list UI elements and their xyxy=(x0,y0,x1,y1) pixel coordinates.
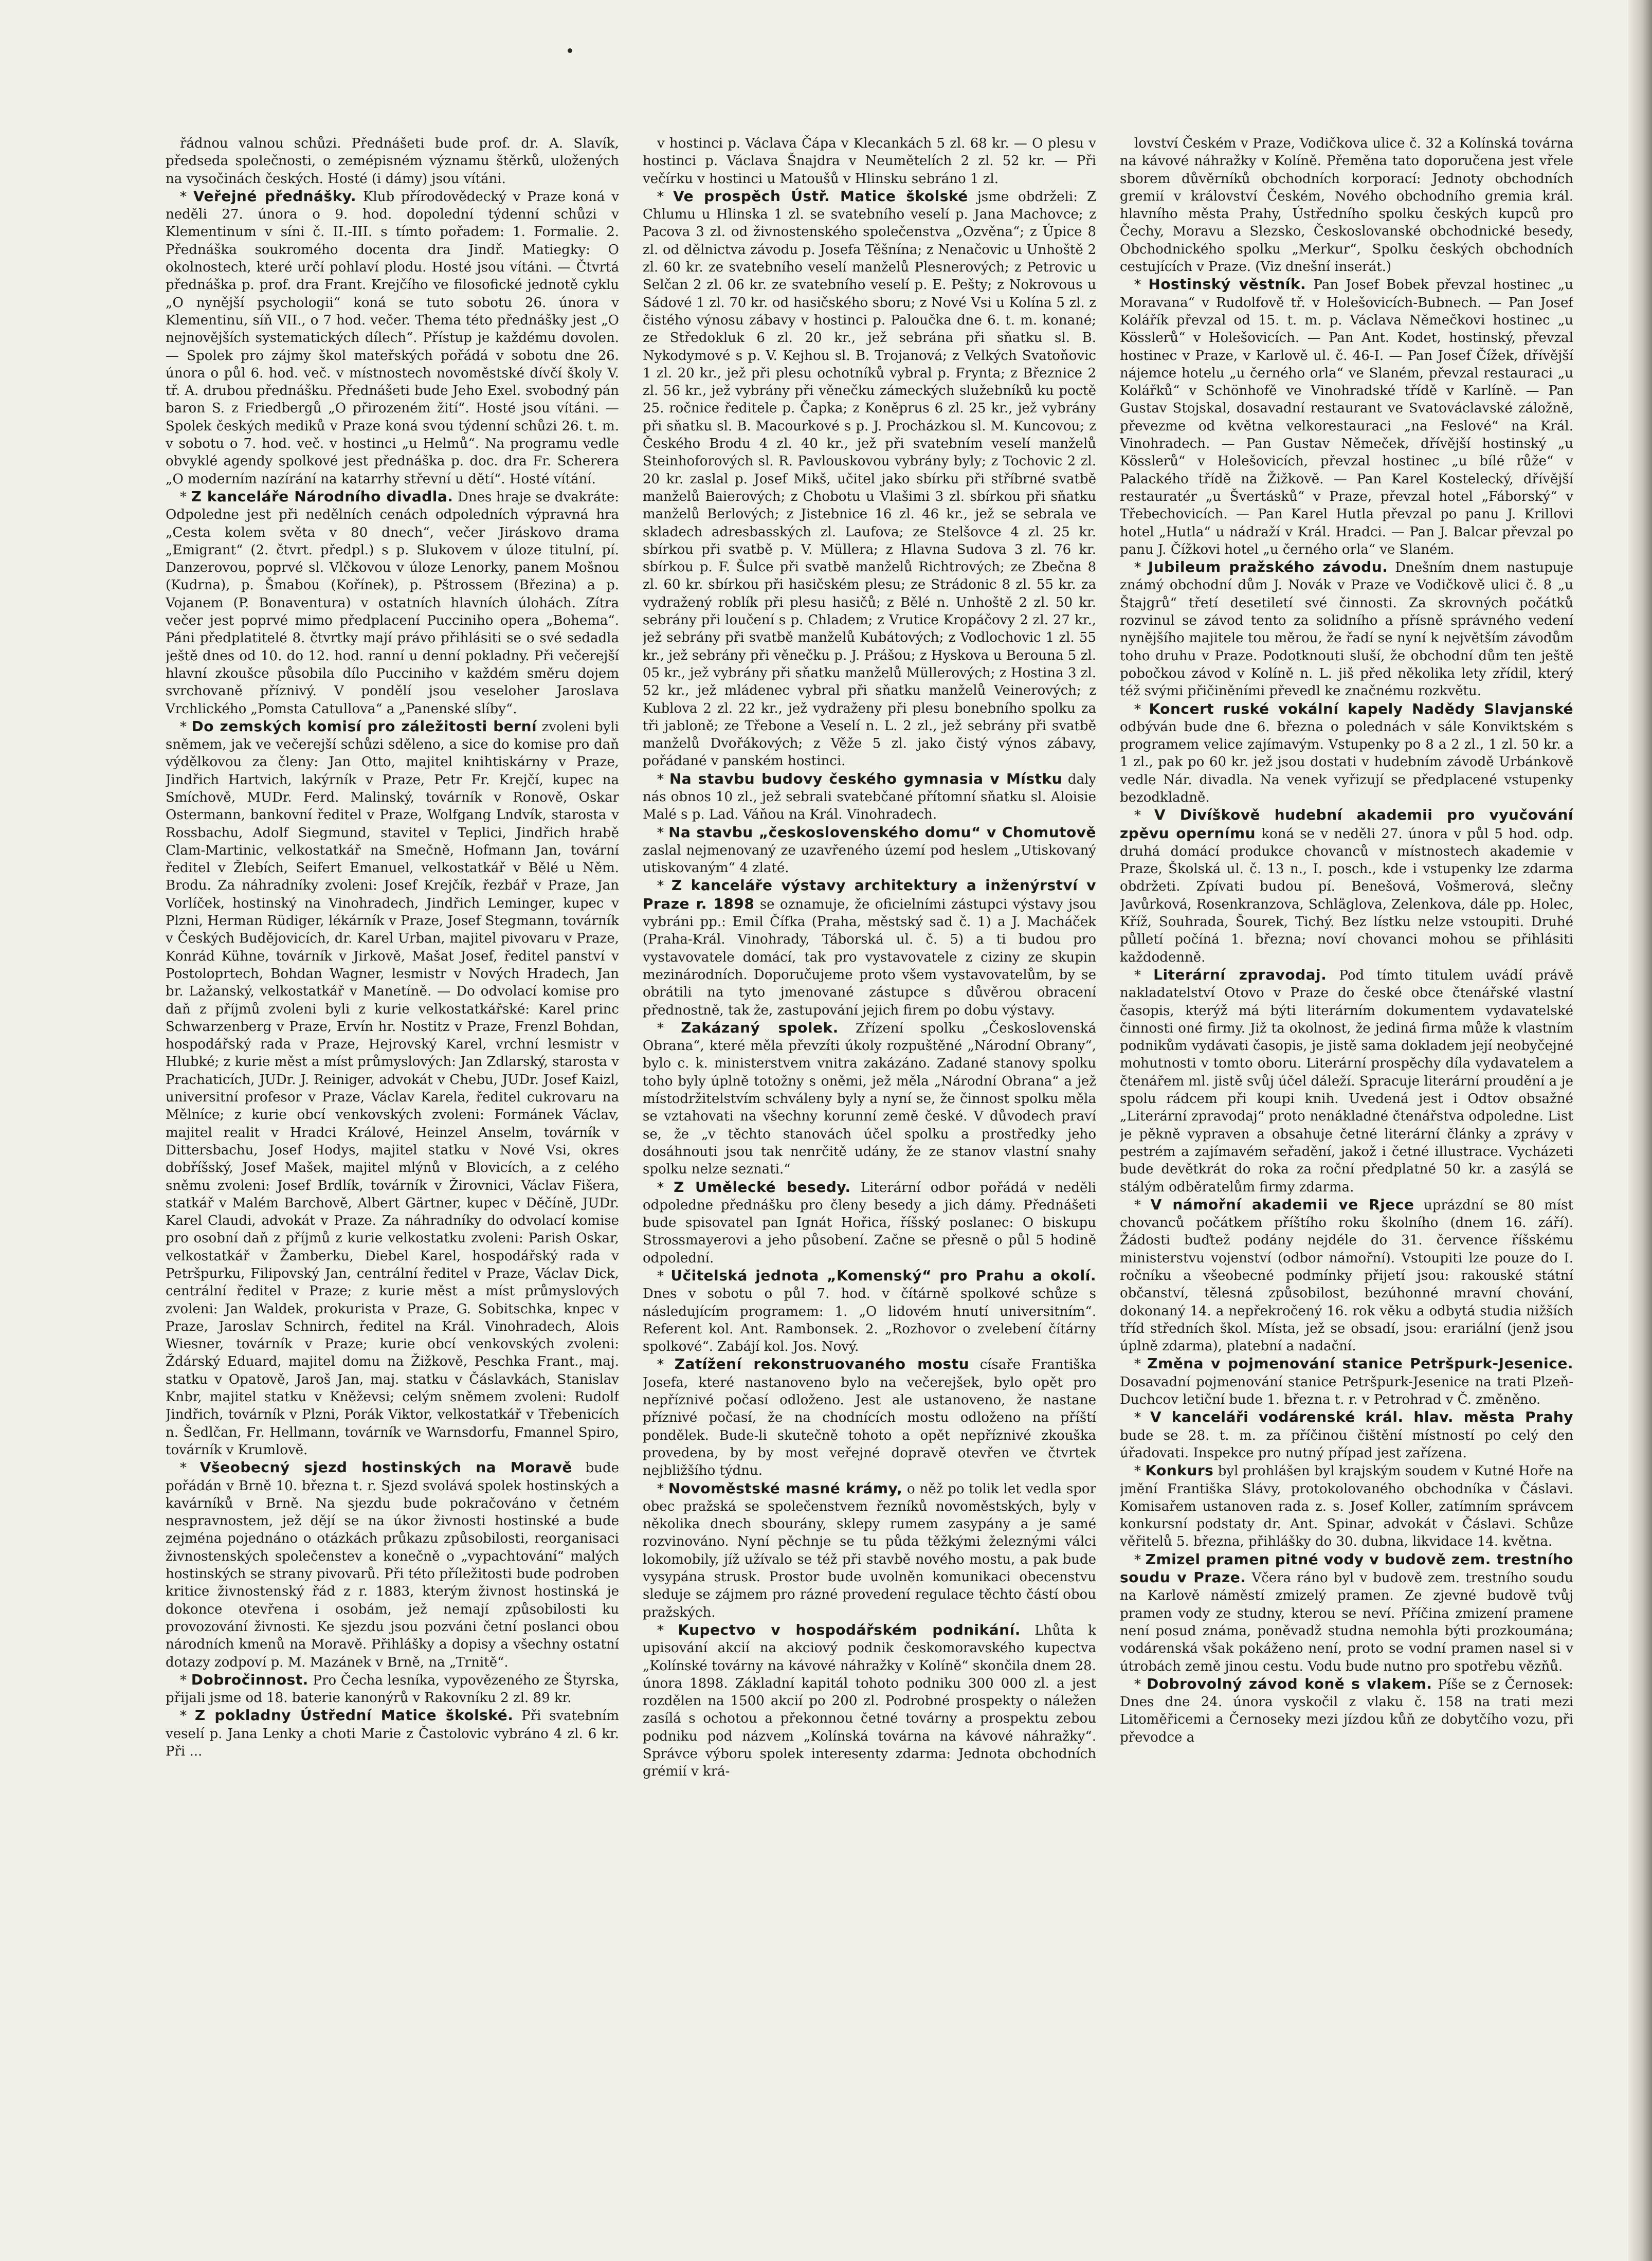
news-paragraph: * Konkurs byl prohlášen byl krajským soudem v Kutné Hoře na jmění Františka Slávy, protokolovaného obchodníka v Čáslavi. Komisařem ustanoven rada z. s. Josef Koller, zatímním správcem konkursní podstaty dr. Ant. Spinar, advokát v Čáslavi. Schůze věřitelů 5. března, přihlášky do 30. dubna, likvidace 14. května. xyxy=(1120,1462,1573,1550)
news-heading: Hostinský věstník. xyxy=(1148,276,1306,293)
news-text: v hostinci p. Václava Čápa v Klecankách 5 zl. 68 kr. — O plesu v hostinci p. Václava Šnajdra v Neumětelích 2 zl. 52 kr. — Při večírku v hostinci u Matoušů v Hlinsku sebráno 1 zl. xyxy=(643,136,1096,187)
column-middle xyxy=(643,135,1096,2238)
news-text: odbýván bude dne 6. března o polednách v sále Konviktském s programem velice zajímavým. Vstupenky po 8 a 2 zl., 1 zl. 50 kr. a 1 zl., pak po 60 kr. jež jsou dostati v hudebním závodě Urbánkově vedle Nár. divadla. Na venek vyřizují se předplacené vstupenky bezodkladně. xyxy=(1120,719,1573,805)
news-heading: Zakázaný spolek. xyxy=(681,1019,839,1036)
news-paragraph: * Z Umělecké besedy. Literární odbor pořádá v neděli odpoledne přednášku pro členy besedy a jich dámy. Přednášeti bude spisovatel pan Ignát Hořica, říšský poslanec: O biskupu Strossmayerovi a jeho působení. Začne se přesně o půl 5 hodině odpolední. xyxy=(643,1178,1096,1266)
news-paragraph: * Zmizel pramen pitné vody v budově zem. trestního soudu v Praze. Včera ráno byl v budově zem. trestního soudu na Karlově náměstí zmizelý pramen. Ze zjevné budově tvůj pramen vody ze studny, kterou se neví. Příčina zmizení pramene není posud známa, poněvadž studna nemohla býti prozkoumána; vodárenská však pokáženo není, proto se vodní pramen nasel si v útrobách země jinou cestu. Vodu bude nutno pro spotřebu vězňů. xyxy=(1120,1550,1573,1674)
news-text: Dnes v sobotu o půl 7. hod. v čítárně spolkové schůze s následujícím programem: 1. „O lidovém hnutí universitním“. Referent kol. Ant. Rambonsek. 2. „Rozhovor o zvelebení čítárny spolkové“. Zabájí kol. Jos. Nový. xyxy=(643,1286,1096,1355)
news-text: Dnešním dnem nastupuje známý obchodní dům J. Novák v Praze ve Vodičkově ulici č. 8 „u Štajgrů“ třetí desetiletí své činnosti. Za skrovných počátků rozvinul se závod tento za solidního a přísně správného vedení nynějšího majitele tou měrou, že řadí se nyní k největším závodům toho druhu v Praze. Podotknouti sluší, že obchodní dům ten ještě pobočkou závod v Kolíně n. L. jiš před několika lety zřídil, který též svými přičiněními převedl ke značnému rozkvětu. xyxy=(1120,560,1573,699)
news-paragraph: * Na stavbu budovy českého gymnasia v Místku daly nás obnos 10 zl., jež sebrali svatebčané přítomní sňatku sl. Aloisie Malé s p. Lad. Váňou na Král. Vinohradech. xyxy=(643,770,1096,823)
news-heading: Jubileum pražského závodu. xyxy=(1148,558,1388,576)
news-paragraph: * Zatížení rekonstruovaného mostu císaře Františka Josefa, které nastanoveno bylo na večerejšek, bylo opět pro nepříznivé počasí odloženo. Jest ale ustanoveno, že nastane příznivé počasí, že na chodnících mostu odloženo na příští pondělek. Bude-li skutečně tohoto a opět nepříznivé zkouška provedena, by by most veřejné dopravě otevřen ve čtvrtek nejbližšího týdnu. xyxy=(643,1355,1096,1479)
news-text: bude pořádán v Brně 10. března t. r. Sjezd svolává spolek hostinských a kavárníků v Brně. Na sjezdu bude pokračováno v četném nespravnostem, jež dějí se na úkor živnosti hostinské a bude zejména pojednáno o otázkách průkazu způsobilosti, reorganisaci živnostenských společenstev a konečně o „vypachtování“ malých hostinských se strany pivovarů. Při této příležitosti bude podroben kritice živnostenský řád z r. 1883, kterým živnost hostinská je dokonce otevřena i osobám, jež nemají způsobilosti ku provozování živnosti. Ke sjezdu jsou pozváni četní poslanci obou národních kmenů na Moravě. Přihlášky a dopisy a všechny ostatní dotazy zodpoví p. M. Mazánek v Brně, na „Trnitě“. xyxy=(166,1460,619,1670)
news-heading: Novoměstské masné krámy, xyxy=(668,1479,903,1497)
news-text: Lhůta k upisování akcií na akciový podnik českomoravského kupectva „Kolínské továrny na kávové náhražky v Kolíně“ skončila dnem 28. února 1898. Základní kapitál tohoto podniku 300 000 zl. a jest rozdělen na 1500 akcií po 200 zl. Podrobné prospekty o náležen zasílá s ochotou a překonnou četné továrny a prospektu zebou podniku pod názvem „Kolínská továrna na kávové náhražky“. Správce výboru spolek interesenty zdarma: Jednota obchodních grémií v krá- xyxy=(643,1622,1096,1780)
news-paragraph xyxy=(1120,135,1573,276)
news-heading: Z Umělecké besedy. xyxy=(674,1178,851,1196)
news-paragraph: * Koncert ruské vokální kapely Nadědy Slavjanské odbýván bude dne 6. března o polednách v sále Konviktském s programem velice zajímavým. Vstupenky po 8 a 2 zl., 1 zl. 50 kr. a 1 zl., pak po 60 kr. jež jsou dostati v hudebním závodě Urbánkově vedle Nár. divadla. Na venek vyřizují se předplacené vstupenky bezodkladně. xyxy=(1120,700,1573,805)
news-text: bude se 28. t. m. za příčinou čištění místností po celý den úřadovati. Inspekce pro nutný případ jest zařízena. xyxy=(1120,1427,1573,1461)
news-heading: Učitelská jednota „Komenský“ pro Prahu a okolí. xyxy=(670,1267,1096,1284)
news-paragraph: * Zakázaný spolek. Zřízení spolku „Československá Obrana“, které měla převzíti úkoly rozpuštěné „Národní Obrany“, bylo c. k. ministerstvem vnitra zakázáno. Zadané stanovy spolku toho byly úplně totožny s oněmi, jež měla „Národní Obrana“ a jež místodržitelstvím schváleny byly a nyní se, že činnost spolku měla se vztahovati na všechny korunní země české. V důvodech praví se, že „v těchto stanovách účel spolku a prostředky jeho dosáhnouti jsou tak nenrčitě udány, že ze stanov vlastní snahy spolku nelze seznati.“ xyxy=(643,1019,1096,1178)
news-text: jsme obdrželi: Z Chlumu u Hlinska 1 zl. se svatebního veselí p. Jana Machovce; z Pacova 3 zl. od živnostenského společenstva „Ozvěna“; z Úpice 8 zl. od dělnictva závodu p. Josefa Těšnína; z Nenačovic u Unhoště 2 zl. 60 kr. ze svatebního veselí manželů Plesnerových; z Petrovic u Selčan 2 zl. 06 kr. ze svatebního veselí p. E. Pešty; z Nokrovous u Sádové 1 zl. 70 kr. od hasičského sboru; z Nové Vsi u Kolína 5 zl. z čistého výnosu zábavy v hostinci p. Paloučka dne 6. t. m. konané; ze Středokluk 6 zl. 20 kr., jež sebrána při sňatku sl. B. Nykodymové s p. V. Kejhou sl. B. Trojanová; z Velkých Svatoňovic 1 zl. 20 kr., jež při plesu ochotníků vybral p. Frynta; z Březnice 2 zl. 56 kr., jež vybrány při věnečku zámeckých služebníků ku poctě 25. ročnice ředitele p. Čapka; z Koněprus 6 zl. 25 kr., jež vybrány při sňatku sl. B. Macourkové s p. J. Procházkou sl. M. Kuncovou; z Českého Brodu 4 zl. 40 kr., jež při svatebním veselí manželů Steinhoforových sl. R. Pavlouskovou vybrány byly; z Tochovic 2 zl. 20 kr. zaslal p. Josef Mikš, učitel jako sbírku při stříbrné svatbě manželů Baierových; z Chobotu u Vlašimi 3 zl. sbírkou při sňatku manželů Berlových; z Jistebnice 16 zl. 46 kr., jež se sebrala ve skladech adresbasských zl. Laufova; ze Stelšovce 4 zl. 25 kr. sbírkou při svatbě p. V. Müllera; z Hlavna Sudova 3 zl. 76 kr. sbírkou p. F. Šulce při svatbě manželů Richtrových; ze Zbečna 8 zl. 60 kr. sbírkou při hasičském plesu; ze Strádonic 8 zl. 55 kr. za vydražený roblík při plesu hasičů; z Bělé n. Unhoště 2 zl. 50 kr. sebrány při loučení s p. Chladem; z Vrutice Kropáčovy 2 zl. 27 kr., jež sebrány při svatbě manželů Kubátových; z Vodlochovic 1 zl. 55 kr., jež sebrány při věnečku p. J. Prášou; z Hyskova u Berouna 5 zl. 05 kr., jež vybrány při sňatku manželů Müllerových; z Hostina 3 zl. 52 kr., jež mládenec vybral při sňatku manželů Veinerových; z Kublova 2 zl. 22 kr., jež vydraženy při plesu bonebního spolku za tři jabloně; ze Třebone a Veselí n. L. 2 zl., jež sebrány při svatbě manželů Dvořákových; z Věže 5 zl. jako čistý výnos zábavy, pořádané v panském hostinci. xyxy=(643,189,1096,769)
news-paragraph: * Kupectvo v hospodářském podnikání. Lhůta k upisování akcií na akciový podnik českomoravského kupectva „Kolínské továrny na kávové náhražky v Kolíně“ skončila dnem 28. února 1898. Základní kapitál tohoto podniku 300 000 zl. a jest rozdělen na 1500 akcií po 200 zl. Podrobné prospekty o náležen zasílá s ochotou a překonnou četné továrny a prospektu zebou podniku pod názvem „Kolínská továrna na kávové náhražky“. Správce výboru spolek interesenty zdarma: Jednota obchodních grémií v krá- xyxy=(643,1621,1096,1780)
news-heading: Koncert ruské vokální kapely Nadědy Slavjanské xyxy=(1149,700,1573,717)
news-text: daly nás obnos 10 zl., jež sebrali svatebčané přítomní sňatku sl. Aloisie Malé s p. Lad. Váňou na Král. Vinohradech. xyxy=(643,771,1096,823)
news-heading: Všeobecný sjezd hostinských na Moravě xyxy=(199,1459,572,1476)
news-text: se oznamuje, že oficielními zástupci výstavy jsou vybráni pp.: Emil Čífka (Praha, městský sad č. 1) a J. Macháček (Praha-Král. Vinohrady, Táborská ul. č. 5) a ti budou pro vystavovatele domácí, tak pro vystavovatele z ciziny ze skupin mezinárodních. Doporučujeme proto všem vystavovatelům, by se obrátili na tyto jmenované zástupce s důvěrou obracení přednostně, tak že, zastupování jejich firem po dobu výstavy. xyxy=(643,896,1096,1018)
news-text: Klub přírodovědecký v Praze koná v neděli 27. února o 9. hod. dopolední týdenní schůzi v Klementinum v síni č. II.-III. s tímto pořadem: 1. Formalie. 2. Přednáška soukromého docenta dra Jindř. Matiegky: O okolnostech, které určí pohlaví plodu. Hosté jsou vítáni. — Čtvrtá přednáška p. prof. dra Frant. Krejčího ve filosofické jednotě cyklu „O nynější psychologii“ koná se tuto sobotu 26. února v Klementinu, síň VII., o 7 hod. večer. Thema této přednášky jest „O nejnovějších systematických dílech“. Přístup je každému dovolen. — Spolek pro zájmy škol mateřských pořádá v sobotu dne 26. února o půl 6. hod. več. v místnostech novoměstské dívčí školy V. tř. A. drubou přednášku. Přednášeti bude Jeho Exel. svobodný pán baron S. z Friedbergů „O přirozeném žití“. Hosté jsou vítáni. — Spolek českých mediků v Praze koná svou týdenní schůzi 26. t. m. v sobotu o 7. hod. več. v hostinci „u Helmů“. Na programu vedle obvyklé agendy spolkové jest přednáška p. doc. dra Fr. Scherera „O moderním nazírání na katarrhy střevní u dětí“. Hosté vítání. xyxy=(166,189,619,487)
news-paragraph: * Novoměstské masné krámy, o něž po tolik let vedla spor obec pražská se společenstvem řezníků novoměstských, byly v několika dnech sbourány, sklepy rumem zasypány a je samé rozvinováno. Nyní pěchnje se tu půda těžkými železnými válci lokomobily, jíž užívalo se též při stavbě nového mostu, a pak bude vysypána strusk. Prostor bude uvolněn komunikaci obecenstvu sleduje se zájmem pro rázné provedení regulace těchto částí obou pražských. xyxy=(643,1479,1096,1620)
news-paragraph: * Změna v pojmenování stanice Petršpurk-Jesenice. Dosavadní pojmenování stanice Petršpurk-Jesenice na trati Plzeň-Duchcov letiční bude 1. března t. r. v Petrohrad v Č. změněno. xyxy=(1120,1355,1573,1408)
news-heading: Z kanceláře výstavy architektury a inženýrství v Praze r. 1898 xyxy=(643,877,1096,912)
news-heading: Zmizel pramen pitné vody v budově zem. trestního soudu v Praze. xyxy=(1120,1550,1573,1586)
news-heading: Dobrovolný závod koně s vlakem. xyxy=(1147,1675,1432,1692)
news-paragraph: * V námořní akademii ve Rjece uprázdní se 80 míst chovanců počátkem příštího roku školního (dnem 16. září). Žádosti buďtež podány nejdéle do 31. července říšskému ministerstvu vojenství (odbor námořní). Vstoupiti lze pouze do I. ročníku a všeobecné podmínky přijetí jsou: rakouské státní občanství, tělesná způsobilost, bezúhonné mravní chování, dokonaný 14. a nepřekročený 16. rok věku a odbytá studia nižších tříd středních škol. Místa, jež se obsadí, jsou: erariální (jenž jsou úplně zdarma), platební a nadační. xyxy=(1120,1196,1573,1354)
news-heading: Z kanceláře Národního divadla. xyxy=(191,487,453,505)
news-heading: Změna v pojmenování stanice Petršpurk-Jesenice. xyxy=(1147,1355,1573,1372)
news-heading: Na stavbu „československého domu“ v Chomutově xyxy=(668,823,1096,841)
news-text: Pan Josef Bobek převzal hostinec „u Moravana“ v Rudolfově tř. v Holešovicích-Bubnech. — Pan Josef Kolářík převzal od 15. t. m. p. Václava Němečkovi hostinec „u Kösslerů“ v Holešovicích. — Pan Ant. Kodet, hostinský, převzal hostinec v Praze, v Karlově ul. č. 46-I. — Pan Josef Čížek, dřívější nájemce hotelu „u černého orla“ ve Slaném, převzal restauraci „u Kolářků“ v Schönhofě ve Vinohradské třídě v Karlíně. — Pan Gustav Stojskal, dosavadní restaurant ve Svatováclavské záložně, převezme od května velkorestauraci „na Feslové“ na Král. Vinohradech. — Pan Gustav Němeček, dřívější hostinský „u Kösslerů“ v Holešovicích, převzal hostinec „u bílé růže“ v Palackého třídě na Žižkově. — Pan Karel Kostelecký, dřívější restauratér „u Švertásků“ v Praze, převzal hotel „Fáborský“ v Třebechovicích. — Pan Karel Hutla převzal po panu J. Krillovi hotel „Hutla“ u nádraží v Král. Hradci. — Pan J. Balcar převzal po panu J. Čížkovi hotel „u černého orla“ ve Slaném. xyxy=(1120,277,1573,557)
news-text: Dosavadní pojmenování stanice Petršpurk-Jesenice na trati Plzeň-Duchcov letiční bude 1. března t. r. v Petrohrad v Č. změněno. xyxy=(1120,1374,1573,1408)
news-paragraph: * Veřejné přednášky. Klub přírodovědecký v Praze koná v neděli 27. února o 9. hod. dopolední týdenní schůzi v Klementinum v síni č. II.-III. s tímto pořadem: 1. Formalie. 2. Přednáška soukromého docenta dra Jindř. Matiegky: O okolnostech, které určí pohlaví plodu. Hosté jsou vítáni. — Čtvrtá přednáška p. prof. dra Frant. Krejčího ve filosofické jednotě cyklu „O nynější psychologii“ koná se tuto sobotu 26. února v Klementinu, síň VII., o 7 hod. večer. Thema této přednášky jest „O nejnovějších systematických dílech“. Přístup je každému dovolen. — Spolek pro zájmy škol mateřských pořádá v sobotu dne 26. února o půl 6. hod. več. v místnostech novoměstské dívčí školy V. tř. A. drubou přednášku. Přednášeti bude Jeho Exel. svobodný pán baron S. z Friedbergů „O přirozeném žití“. Hosté jsou vítáni. — Spolek českých mediků v Praze koná svou týdenní schůzi 26. t. m. v sobotu o 7. hod. več. v hostinci „u Helmů“. Na programu vedle obvyklé agendy spolkové jest přednáška p. doc. dra Fr. Scherera „O moderním nazírání na katarrhy střevní u dětí“. Hosté vítání. xyxy=(166,187,619,487)
ink-dot xyxy=(568,48,572,53)
news-paragraph: * Ve prospěch Ústř. Matice školské jsme obdrželi: Z Chlumu u Hlinska 1 zl. se svatebního veselí p. Jana Machovce; z Pacova 3 zl. od živnostenského společenstva „Ozvěna“; z Úpice 8 zl. od dělnictva závodu p. Josefa Těšnína; z Nenačovic u Unhoště 2 zl. 60 kr. ze svatebního veselí manželů Plesnerových; z Petrovic u Selčan 2 zl. 06 kr. ze svatebního veselí p. E. Pešty; z Nokrovous u Sádové 1 zl. 70 kr. od hasičského sboru; z Nové Vsi u Kolína 5 zl. z čistého výnosu zábavy v hostinci p. Paloučka dne 6. t. m. konané; ze Středokluk 6 zl. 20 kr., jež sebrána při sňatku sl. B. Nykodymové s p. V. Kejhou sl. B. Trojanová; z Velkých Svatoňovic 1 zl. 20 kr., jež při plesu ochotníků vybral p. Frynta; z Březnice 2 zl. 56 kr., jež vybrány při věnečku zámeckých služebníků ku poctě 25. ročnice ředitele p. Čapka; z Koněprus 6 zl. 25 kr., jež vybrány při sňatku sl. B. Macourkové s p. J. Procházkou sl. M. Kuncovou; z Českého Brodu 4 zl. 40 kr., jež při svatebním veselí manželů Steinhoforových sl. R. Pavlouskovou vybrány byly; z Tochovic 2 zl. 20 kr. zaslal p. Josef Mikš, učitel jako sbírku při stříbrné svatbě manželů Baierových; z Chobotu u Vlašimi 3 zl. sbírkou při sňatku manželů Berlových; z Jistebnice 16 zl. 46 kr., jež se sebrala ve skladech adresbasských zl. Laufova; ze Stelšovce 4 zl. 25 kr. sbírkou při svatbě p. V. Müllera; z Hlavna Sudova 3 zl. 76 kr. sbírkou p. F. Šulce při svatbě manželů Richtrových; ze Zbečna 8 zl. 60 kr. sbírkou při hasičském plesu; ze Strádonic 8 zl. 55 kr. za vydražený roblík při plesu hasičů; z Bělé n. Unhoště 2 zl. 50 kr. sebrány při loučení s p. Chladem; z Vrutice Kropáčovy 2 zl. 27 kr., jež sebrány při svatbě manželů Kubátových; z Vodlochovic 1 zl. 55 kr., jež sebrány při věnečku p. J. Prášou; z Hyskova u Berouna 5 zl. 05 kr., jež vybrány při sňatku manželů Müllerových; z Hostina 3 zl. 52 kr., jež mládenec vybral při sňatku manželů Veinerových; z Kublova 2 zl. 22 kr., jež vydraženy při plesu bonebního spolku za tři jabloně; ze Třebone a Veselí n. L. 2 zl., jež sebrány při svatbě manželů Dvořákových; z Věže 5 zl. jako čistý výnos zábavy, pořádané v panském hostinci. xyxy=(643,187,1096,769)
news-text: Dnes hraje se dvakráte: Odpoledne jest při nedělních cenách odpoledních výpravná hra „Cesta kolem světa v 80 dnech“, večer Jiráskovo drama „Emigrant“ (2. čtvrt. předpl.) s p. Slukovem v úloze titulní, pí. Danzerovou, poprvé sl. Vlčkovou v úloze Lenorky, panem Mošnou (Kudrna), p. Šmabou (Kořínek), p. Pštrossem (Březina) a p. Vojanem (P. Bonaventura) v ostatních hlavních úlohách. Zítra večer jest poprvé mimo předplacení Pucciniho opera „Bohema“. Páni předplatitelé 8. čtvrtky mají právo přihlásiti se o své sedadla ještě dnes od 10. do 12. hod. ranní u denní pokladny. Při večerejší hlavní zkoušce působila dílo Pucciniho v každém směru dojem svrchovaně příznivý. V pondělí jsou veseloher Jaroslava Vrchlického „Pomsta Catullova“ a „Panenské slíby“. xyxy=(166,489,619,717)
news-text: císaře Františka Josefa, které nastanoveno bylo na večerejšek, bylo opět pro nepříznivé počasí odloženo. Jest ale ustanoveno, že nastane příznivé počasí, že na chodnících mostu odloženo na příští pondělek. Bude-li skutečně tohoto a opět nepříznivé zkouška provedena, by by most veřejné dopravě otevřen ve čtvrtek nejbližšího týdnu. xyxy=(643,1357,1096,1479)
news-text: Zřízení spolku „Československá Obrana“, které měla převzíti úkoly rozpuštěné „Národní Obrany“, bylo c. k. ministerstvem vnitra zakázáno. Zadané stanovy spolku toho byly úplně totožny s oněmi, jež měla „Národní Obrana“ a jež místodržitelstvím schváleny byly a nyní se, že činnost spolku měla se vztahovati na všechny korunní země české. V důvodech praví se, že „v těchto stanovách účel spolku a prostředky jeho dosáhnouti jsou tak nenrčitě udány, že ze stanov vlastní snahy spolku nelze seznati.“ xyxy=(643,1020,1096,1178)
news-paragraph xyxy=(643,135,1096,188)
column-right xyxy=(1120,135,1573,2238)
news-text: Literární odbor pořádá v neděli odpoledne přednášku pro členy besedy a jich dámy. Přednášeti bude spisovatel pan Ignát Hořica, říšský poslanec: O biskupu Strossmayerovi a jeho působení. Začne se přesně o půl 5 hodině odpolední. xyxy=(643,1180,1096,1266)
news-heading: V kanceláři vodárenské král. hlav. města Prahy xyxy=(1150,1408,1573,1426)
news-text: Při svatebním veselí p. Jana Lenky a choti Marie z Častolovic vybráno 4 zl. 6 kr. Při ... xyxy=(166,1708,619,1760)
news-text: Pod tímto titulem uvádí právě nakladatelství Otovo v Praze do české obce čtenářské vlastní časopis, kterýž má býti literárním dokumentem vydavatelské činnosti oné firmy. Již ta okolnost, že jediná firma může k vlastním podnikům vydávati časopis, je jistě sama dokladem její neobyčejné mohutnosti v tomto oboru. Literární prospěchy díla vydavatelem a čtenářem ml. jistě svůj účel dáleží. Spracuje literární proudění a je spolu rádcem při koupi knih. Uvedená jest i Odtov obsažné „Literární zpravodaj“ proto nenákladné čtenářstva odpoledne. List je pěkně vypraven a obsahuje četné literární články a zprávy v pestrém a zajímavém seřadění, jakož i četné illustrace. Vycházeti bude devětkrát do roka za roční předplatné 50 kr. a zasýlá se stálým odběratelům firmy zdarma. xyxy=(1120,967,1573,1195)
news-heading: Dobročinnost. xyxy=(191,1671,308,1688)
news-paragraph: * Hostinský věstník. Pan Josef Bobek převzal hostinec „u Moravana“ v Rudolfově tř. v Holešovicích-Bubnech. — Pan Josef Kolářík převzal od 15. t. m. p. Václava Němečkovi hostinec „u Kösslerů“ v Holešovicích. — Pan Ant. Kodet, hostinský, převzal hostinec v Praze, v Karlově ul. č. 46-I. — Pan Josef Čížek, dřívější nájemce hotelu „u černého orla“ ve Slaném, převzal restauraci „u Kolářků“ v Schönhofě ve Vinohradské třídě v Karlíně. — Pan Gustav Stojskal, dosavadní restaurant ve Svatováclavské záložně, převezme od května velkorestauraci „na Feslové“ na Král. Vinohradech. — Pan Gustav Němeček, dřívější hostinský „u Kösslerů“ v Holešovicích, převzal hostinec „u bílé růže“ v Palackého třídě na Žižkově. — Pan Karel Kostelecký, dřívější restauratér „u Švertásků“ v Praze, převzal hotel „Fáborský“ v Třebechovicích. — Pan Karel Hutla převzal po panu J. Krillovi hotel „Hutla“ u nádraží v Král. Hradci. — Pan J. Balcar převzal po panu J. Čížkovi hotel „u černého orla“ ve Slaném. xyxy=(1120,276,1573,557)
news-heading: Na stavbu budovy českého gymnasia v Místku xyxy=(669,770,1063,787)
news-paragraph: * V kanceláři vodárenské král. hlav. města Prahy bude se 28. t. m. za příčinou čištění místností po celý den úřadovati. Inspekce pro nutný případ jest zařízena. xyxy=(1120,1408,1573,1461)
text-columns xyxy=(166,135,1574,2238)
news-heading: Z pokladny Ústřední Matice školské. xyxy=(194,1707,514,1724)
news-text: Pro Čecha lesníka, vypovězeného ze Štyrska, přijali jsme od 18. baterie kanonýrů v Rakovníku 2 zl. 89 kr. xyxy=(166,1672,619,1706)
news-paragraph: * Literární zpravodaj. Pod tímto titulem uvádí právě nakladatelství Otovo v Praze do české obce čtenářské vlastní časopis, kterýž má býti literárním dokumentem vydavatelské činnosti oné firmy. Již ta okolnost, že jediná firma může k vlastním podnikům vydávati časopis, je jistě sama dokladem její neobyčejné mohutnosti v tomto oboru. Literární prospěchy díla vydavatelem a čtenářem ml. jistě svůj účel dáleží. Spracuje literární proudění a je spolu rádcem při koupi knih. Uvedená jest i Odtov obsažné „Literární zpravodaj“ proto nenákladné čtenářstva odpoledne. List je pěkně vypraven a obsahuje četné literární články a zprávy v pestrém a zajímavém seřadění, jakož i četné illustrace. Vycházeti bude devětkrát do roka za roční předplatné 50 kr. a zasýlá se stálým odběratelům firmy zdarma. xyxy=(1120,966,1573,1195)
news-paragraph: * V Divíškově hudební akademii pro vyučování zpěvu opernímu koná se v neděli 27. února v půl 5 hod. odp. druhá domácí produkce chovanců v místnostech akademie v Praze, Školská ul. č. 13 n., I. posch., kde i vstupenky lze zdarma obdržeti. Zpívati budou pí. Benešová, Vošmerová, slečny Javůrková, Rosenkranzova, Schläglova, Zelenkova, dále pp. Holec, Kříž, Souhrada, Šourek, Tichý. Bez lístku nelze vstoupiti. Druhé půlletí počíná 1. března; noví chovanci mohou se přihlásiti každodenně. xyxy=(1120,806,1573,965)
news-paragraph: * Z kanceláře výstavy architektury a inženýrství v Praze r. 1898 se oznamuje, že oficielními zástupci výstavy jsou vybráni pp.: Emil Čífka (Praha, městský sad č. 1) a J. Macháček (Praha-Král. Vinohrady, Táborská ul. č. 5) a ti budou pro vystavovatele domácí, tak pro vystavovatele z ciziny ze skupin mezinárodních. Doporučujeme proto všem vystavovatelům, by se obrátili na tyto jmenované zástupce s důvěrou obracení přednostně, tak že, zastupování jejich firem po dobu výstavy. xyxy=(643,877,1096,1018)
news-heading: Zatížení rekonstruovaného mostu xyxy=(674,1355,970,1373)
news-paragraph: * Dobrovolný závod koně s vlakem. Píše se z Černosek: Dnes dne 24. února vyskočil z vlaku č. 158 na trati mezi Litoměřicemi a Černoseky mezi jízdou kůň ze dobytčího vozu, při převodce a xyxy=(1120,1675,1573,1745)
news-paragraph xyxy=(166,135,619,188)
news-paragraph: * Z kanceláře Národního divadla. Dnes hraje se dvakráte: Odpoledne jest při nedělních cenách odpoledních výpravná hra „Cesta kolem světa v 80 dnech“, večer Jiráskovo drama „Emigrant“ (2. čtvrt. předpl.) s p. Slukovem v úloze titulní, pí. Danzerovou, poprvé sl. Vlčkovou v úloze Lenorky, panem Mošnou (Kudrna), p. Šmabou (Kořínek), p. Pštrossem (Březina) a p. Vojanem (P. Bonaventura) v ostatních hlavních úlohách. Zítra večer jest poprvé mimo předplacení Pucciniho opera „Bohema“. Páni předplatitelé 8. čtvrtky mají právo přihlásiti se o své sedadla ještě dnes od 10. do 12. hod. ranní u denní pokladny. Při večerejší hlavní zkoušce působila dílo Pucciniho v každém směru dojem svrchovaně příznivý. V pondělí jsou veseloher Jaroslava Vrchlického „Pomsta Catullova“ a „Panenské slíby“. xyxy=(166,487,619,717)
news-heading: V námořní akademii ve Rjece xyxy=(1150,1196,1414,1213)
news-paragraph: * Dobročinnost. Pro Čecha lesníka, vypovězeného ze Štyrska, přijali jsme od 18. baterie kanonýrů v Rakovníku 2 zl. 89 kr. xyxy=(166,1671,619,1706)
news-text: zvoleni byli sněmem, jak ve večerejší schůzi sděleno, a sice do komise pro daň výdělkovou za členy: Jan Otto, majitel knihtiskárny v Praze, Jindřich Hartvich, lakýrník v Praze, Petr Fr. Krejčí, kupec na Smíchově, MUDr. Ferd. Malinský, továrník v Ronově, Oskar Ostermann, bankovní ředitel v Praze, Wolfgang Lndvík, starosta v Rossbachu, Adolf Siegmund, stavitel v Teplici, Jindřich hrabě Clam-Martinic, velkostatkář na Smečně, Hofmann Jan, tovární ředitel v Žlebích, Seifert Emanuel, velkostatkář v Bělé u Něm. Brodu. Za náhradníky zvoleni: Josef Krejčík, řezbář v Praze, Jan Vorlíček, hostinský na Vinohradech, Jindřich Leminger, kupec v Plzni, Herman Rüdiger, lékárník v Praze, Josef Stegmann, továrník v Českých Budějovicích, dr. Karel Urban, majitel pivovaru v Praze, Konrád Kühne, továrník v Jirkově, Mašat Josef, ředitel panství v Postoloprtech, Bohdan Wagner, lesmistr v Nových Hradech, Jan br. Lažanský, velkostatkář v Manetíně. — Do odvolací komise pro daň z příjmů zvoleni byli z kurie velkostatkářské: Karel princ Schwarzenberg v Praze, Ervín hr. Nostitz v Praze, Frenzl Bohdan, hospodářský rada v Praze, Hejrovský Karel, vrchní lesmistr v Hlubké; z kurie měst a míst průmyslových: Jan Zdlarský, starosta v Prachaticích, JUDr. J. Reiniger, advokát v Chebu, JUDr. Josef Kaizl, universitní profesor v Praze, Václav Karela, ředitel cukrovaru na Mělníce; z kurie obcí venkovských zvoleni: Formánek Václav, majitel realit v Hradci Králové, Heinzel Anselm, továrník v Dittersbachu, Josef Hodys, majitel statku v Nové Vsi, okres dobříšský, Josef Mašek, majitel mlýnů v Blovicích, a z celého sněmu zvoleni: Josef Brdlík, továrník v Žirovnici, Václav Fišera, statkář v Malém Barchově, Albert Gärtner, kupec v Děčíně, JUDr. Karel Claudi, advokát v Praze. Za náhradníky do odvolací komise pro osobní daň z příjmů z kurie velkostatku zvoleni: Parish Oskar, velkostatkář v Žamberku, Diebel Karel, hospodářský rada v Petršpurku, Filipovský Jan, centrální ředitel v Praze, Václav Dick, centrální ředitel v Praze; z kurie měst a míst průmyslových zvoleni: Jan Waldek, prokurista v Praze, G. Sobitschka, knpec v Praze, Jaroslav Schnirch, ředitel na Král. Vinohradech, Alois Wiesner, továrník v Praze; kurie obcí venkovských zvoleni: Ždárský Eduard, majitel domu na Žižkově, Peschka Frant., maj. statku v Opatově, Jaroš Jan, maj. statku v Čáslavkách, Stanislav Knbr, majitel statku v Kněževsi; celým sněmem zvoleni: Rudolf Jindřich, továrník v Plzni, Porák Viktor, velkostatkář v Třebenicích n. Šedlčan, Fr. Hellmann, továrník ve Warnsdorfu, Fmannel Spiro, továrník v Krumlově. xyxy=(166,719,619,1458)
news-heading: Do zemských komisí pro záležitosti berní xyxy=(191,717,537,735)
news-heading: Kupectvo v hospodářském podnikání. xyxy=(678,1621,1021,1638)
news-text: o něž po tolik let vedla spor obec pražská se společenstvem řezníků novoměstských, byly v několika dnech sbourány, sklepy rumem zasypány a je samé rozvinováno. Nyní pěchnje se tu půda těžkými železnými válci lokomobily, jíž užívalo se též při stavbě nového mostu, a pak bude vysypána strusk. Prostor bude uvolněn komunikaci obecenstvu sleduje se zájmem pro rázné provedení regulace těchto částí obou pražských. xyxy=(643,1481,1096,1620)
column-left xyxy=(166,135,619,2238)
news-text: řádnou valnou schůzi. Přednášeti bude prof. dr. A. Slavík, předseda společnosti, o zemépisném významu štěrků, uložených na vysočinách českých. Hosté (i dámy) jsou vítáni. xyxy=(166,136,619,187)
news-heading: Ve prospěch Ústř. Matice školské xyxy=(673,187,968,205)
news-text: uprázdní se 80 míst chovanců počátkem příštího roku školního (dnem 16. září). Žádosti buďtež podány nejdéle do 31. července říšskému ministerstvu vojenství (odbor námořní). Vstoupiti lze pouze do I. ročníku a všeobecné podmínky přijetí jsou: rakouské státní občanství, tělesná způsobilost, bezúhonné mravní chování, dokonaný 14. a nepřekročený 16. rok věku a odbytá studia nižších tříd středních škol. Místa, jež se obsadí, jsou: erariální (jenž jsou úplně zdarma), platební a nadační. xyxy=(1120,1197,1573,1354)
news-text: Píše se z Černosek: Dnes dne 24. února vyskočil z vlaku č. 158 na trati mezi Litoměřicemi a Černoseky mezi jízdou kůň ze dobytčího vozu, při převodce a xyxy=(1120,1676,1573,1745)
news-text: koná se v neděli 27. února v půl 5 hod. odp. druhá domácí produkce chovanců v místnostech akademie v Praze, Školská ul. č. 13 n., I. posch., kde i vstupenky lze zdarma obdržeti. Zpívati budou pí. Benešová, Vošmerová, slečny Javůrková, Rosenkranzova, Schläglova, Zelenkova, dále pp. Holec, Kříž, Souhrada, Šourek, Tichý. Bez lístku nelze vstoupiti. Druhé půlletí počíná 1. března; noví chovanci mohou se přihlásiti každodenně. xyxy=(1120,826,1573,965)
news-heading: Veřejné přednášky. xyxy=(193,187,357,205)
news-paragraph: * Učitelská jednota „Komenský“ pro Prahu a okolí. Dnes v sobotu o půl 7. hod. v čítárně spolkové schůze s následujícím programem: 1. „O lidovém hnutí universitním“. Referent kol. Ant. Rambonsek. 2. „Rozhovor o zvelebení čítárny spolkové“. Zabájí kol. Jos. Nový. xyxy=(643,1267,1096,1355)
news-heading: Konkurs xyxy=(1145,1462,1214,1479)
news-heading: Literární zpravodaj. xyxy=(1153,966,1327,983)
news-paragraph: * Na stavbu „československého domu“ v Chomutově zaslal nejmenovaný ze uzavřeného území pod heslem „Utiskovaný utiskovaným“ 4 zlaté. xyxy=(643,823,1096,876)
news-text: zaslal nejmenovaný ze uzavřeného území pod heslem „Utiskovaný utiskovaným“ 4 zlaté. xyxy=(643,842,1096,876)
page-edge xyxy=(1628,0,1652,2261)
news-paragraph: * Všeobecný sjezd hostinských na Moravě bude pořádán v Brně 10. března t. r. Sjezd svolává spolek hostinských a kavárníků v Brně. Na sjezdu bude pokračováno v četném nespravnostem, jež dějí se na úkor živnosti hostinské a bude zejména pojednáno o otázkách průkazu způsobilosti, reorganisaci živnostenských společenstev a konečně o „vypachtování“ malých hostinských se strany pivovarů. Při této příležitosti bude podroben kritice živnostenský řád z r. 1883, kterým živnost hostinská je dokonce otevřena i osobám, jež nemají způsobilosti ku provozování živnosti. Ke sjezdu jsou pozváni četní poslanci obou národních kmenů na Moravě. Přihlášky a dopisy a všechny ostatní dotazy zodpoví p. M. Mazánek v Brně, na „Trnitě“. xyxy=(166,1459,619,1670)
news-paragraph: * Do zemských komisí pro záležitosti berní zvoleni byli sněmem, jak ve večerejší schůzi sděleno, a sice do komise pro daň výdělkovou za členy: Jan Otto, majitel knihtiskárny v Praze, Jindřich Hartvich, lakýrník v Praze, Petr Fr. Krejčí, kupec na Smíchově, MUDr. Ferd. Malinský, továrník v Ronově, Oskar Ostermann, bankovní ředitel v Praze, Wolfgang Lndvík, starosta v Rossbachu, Adolf Siegmund, stavitel v Teplici, Jindřich hrabě Clam-Martinic, velkostatkář na Smečně, Hofmann Jan, tovární ředitel v Žlebích, Seifert Emanuel, velkostatkář v Bělé u Něm. Brodu. Za náhradníky zvoleni: Josef Krejčík, řezbář v Praze, Jan Vorlíček, hostinský na Vinohradech, Jindřich Leminger, kupec v Plzni, Herman Rüdiger, lékárník v Praze, Josef Stegmann, továrník v Českých Budějovicích, dr. Karel Urban, majitel pivovaru v Praze, Konrád Kühne, továrník v Jirkově, Mašat Josef, ředitel panství v Postoloprtech, Bohdan Wagner, lesmistr v Nových Hradech, Jan br. Lažanský, velkostatkář v Manetíně. — Do odvolací komise pro daň z příjmů zvoleni byli z kurie velkostatkářské: Karel princ Schwarzenberg v Praze, Ervín hr. Nostitz v Praze, Frenzl Bohdan, hospodářský rada v Praze, Hejrovský Karel, vrchní lesmistr v Hlubké; z kurie měst a míst průmyslových: Jan Zdlarský, starosta v Prachaticích, JUDr. J. Reiniger, advokát v Chebu, JUDr. Josef Kaizl, universitní profesor v Praze, Václav Karela, ředitel cukrovaru na Mělníce; z kurie obcí venkovských zvoleni: Formánek Václav, majitel realit v Hradci Králové, Heinzel Anselm, továrník v Dittersbachu, Josef Hodys, majitel statku v Nové Vsi, okres dobříšský, Josef Mašek, majitel mlýnů v Blovicích, a z celého sněmu zvoleni: Josef Brdlík, továrník v Žirovnici, Václav Fišera, statkář v Malém Barchově, Albert Gärtner, kupec v Děčíně, JUDr. Karel Claudi, advokát v Praze. Za náhradníky do odvolací komise pro osobní daň z příjmů z kurie velkostatku zvoleni: Parish Oskar, velkostatkář v Žamberku, Diebel Karel, hospodářský rada v Petršpurku, Filipovský Jan, centrální ředitel v Praze, Václav Dick, centrální ředitel v Praze; z kurie měst a míst průmyslových zvoleni: Jan Waldek, prokurista v Praze, G. Sobitschka, knpec v Praze, Jaroslav Schnirch, ředitel na Král. Vinohradech, Alois Wiesner, továrník v Praze; kurie obcí venkovských zvoleni: Ždárský Eduard, majitel domu na Žižkově, Peschka Frant., maj. statku v Opatově, Jaroš Jan, maj. statku v Čáslavkách, Stanislav Knbr, majitel statku v Kněževsi; celým sněmem zvoleni: Rudolf Jindřich, továrník v Plzni, Porák Viktor, velkostatkář v Třebenicích n. Šedlčan, Fr. Hellmann, továrník ve Warnsdorfu, Fmannel Spiro, továrník v Krumlově. xyxy=(166,717,619,1458)
news-text: lovství Českém v Praze, Vodičkova ulice č. 32 a Kolínská továrna na kávové náhražky v Kolíně. Přeměna tato doporučena jest vřele sborem důvěrníků obchodních korporací: Jednoty obchodních gremií v království Českém, Nového obchodního gremia král. hlavního města Prahy, Ústředního spolku českých kupců pro Čechy, Moravu a Slezsko, Českoslovanské obchodnické besedy, Obchodnického spolku „Merkur“, Spolku českých obchodních cestujících v Praze. (Viz dnešní inserát.) xyxy=(1120,136,1573,275)
news-text: byl prohlášen byl krajským soudem v Kutné Hoře na jmění Františka Slávy, protokolovaného obchodníka v Čáslavi. Komisařem ustanoven rada z. s. Josef Koller, zatímním správcem konkursní podstaty dr. Ant. Spinar, advokát v Čáslavi. Schůze věřitelů 5. března, přihlášky do 30. dubna, likvidace 14. května. xyxy=(1120,1463,1573,1550)
news-paragraph: * Z pokladny Ústřední Matice školské. Při svatebním veselí p. Jana Lenky a choti Marie z Častolovic vybráno 4 zl. 6 kr. Při ... xyxy=(166,1707,619,1760)
news-text: Včera ráno byl v budově zem. trestního soudu na Karlově náměstí zmizelý pramen. Ze zjevné budově tvůj pramen vody ze studny, kterou se neví. Příčina zmizení pramene není posud známa, poněvadž studna nemohla býti prozkoumána; vodárenská však pokáženo není, proto se vodní pramen nasel si v útrobách země jinou cestu. Vodu bude nutno pro spotřebu vězňů. xyxy=(1120,1570,1573,1674)
news-heading: V Divíškově hudební akademii pro vyučování zpěvu opernímu xyxy=(1120,806,1573,842)
news-paragraph: * Jubileum pražského závodu. Dnešním dnem nastupuje známý obchodní dům J. Novák v Praze ve Vodičkově ulici č. 8 „u Štajgrů“ třetí desetiletí své činnosti. Za skrovných počátků rozvinul se závod tento za solidního a přísně správného vedení nynějšího majitele tou měrou, že řadí se nyní k největším závodům toho druhu v Praze. Podotknouti sluší, že obchodní dům ten ještě pobočkou závod v Kolíně n. L. jiš před několika lety zřídil, který též svými přičiněními převedl ke značnému rozkvětu. xyxy=(1120,558,1573,699)
